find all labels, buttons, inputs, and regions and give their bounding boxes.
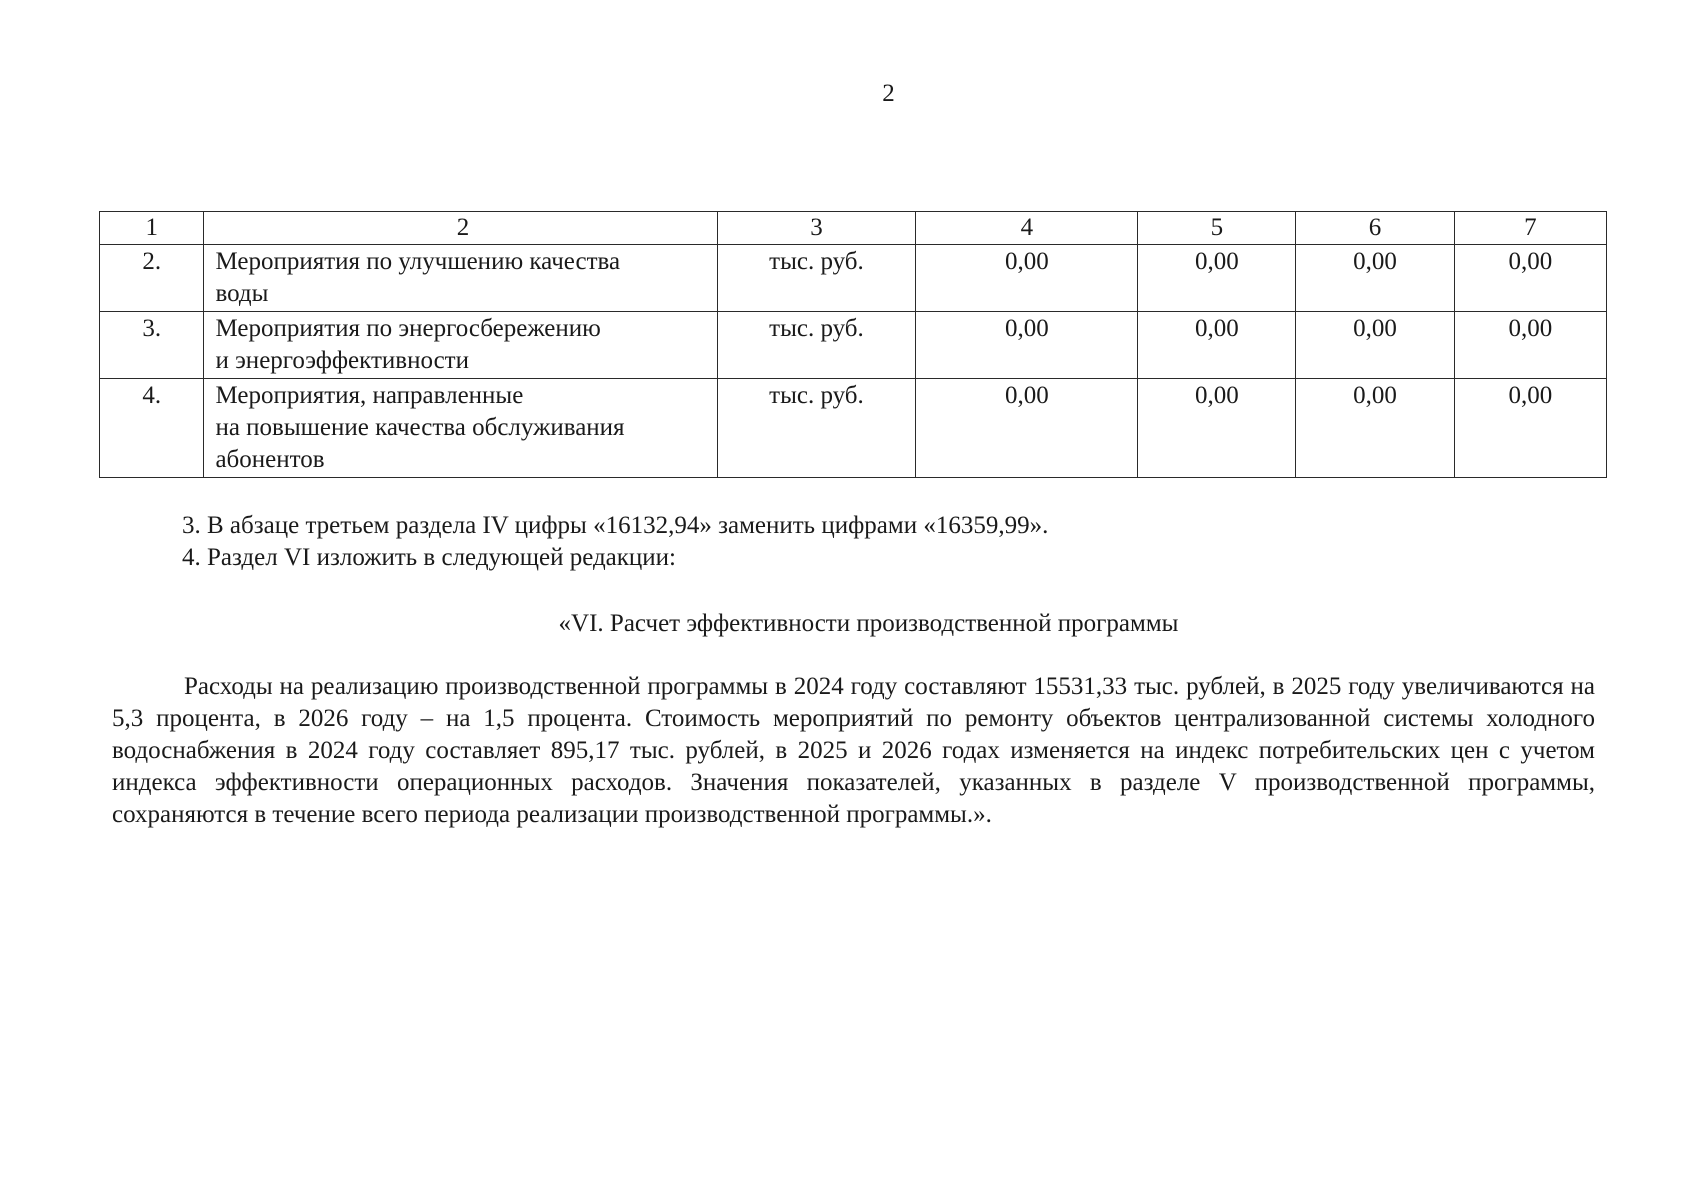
measure-name-line: Мероприятия, направленные [215, 382, 524, 409]
measure-name-line: абонентов [215, 446, 325, 473]
amendment-item-3: 3. В абзаце третьем раздела IV цифры «16132,94» заменить цифрами «16359,99». [182, 512, 1049, 539]
value-cell: 0,00 [1454, 312, 1606, 379]
header-cell: 1 [100, 212, 204, 245]
table-row [100, 245, 1607, 312]
row-number: 2. [100, 245, 204, 312]
value-cell: 0,00 [1138, 379, 1296, 478]
row-number: 4. [100, 379, 204, 478]
header-cell: 6 [1296, 212, 1454, 245]
unit-cell: тыс. руб. [717, 245, 916, 312]
measure-name-line: и энергоэффективности [215, 347, 469, 374]
page-number: 2 [882, 80, 895, 107]
value-cell: 0,00 [1138, 245, 1296, 312]
table-row [100, 379, 1607, 478]
row-number: 3. [100, 312, 204, 379]
section-paragraph: Расходы на реализацию производственной программы в 2024 году составляют 15531,33 тыс. рублей, в 2025 году увеличиваются на 5,3 процента, в 2026 году – на 1,5 процента. Стоимость мероприятий по ремонту объектов централизованной системы холодного водоснабжения в 2024 году составляет 895,17 тыс. рублей, в 2025 и 2026 годах изменяется на индекс потребительских цен с учетом индекса эффективности операционных расходов. Значения показателей, указанных в разделе V производственной программы, сохраняются в течение всего периода реализации производственной программы.». [112, 673, 1595, 828]
header-cell: 2 [204, 212, 717, 245]
unit-cell: тыс. руб. [717, 312, 916, 379]
value-cell: 0,00 [916, 312, 1138, 379]
header-cell: 3 [717, 212, 916, 245]
measure-name-line: на повышение качества обслуживания [215, 414, 625, 441]
measure-name [204, 379, 717, 478]
table-row [100, 312, 1607, 379]
value-cell: 0,00 [1296, 379, 1454, 478]
header-cell: 5 [1138, 212, 1296, 245]
header-cell: 7 [1454, 212, 1606, 245]
header-cell: 4 [916, 212, 1138, 245]
table-header-row [100, 212, 1607, 245]
value-cell: 0,00 [916, 245, 1138, 312]
section-heading: «VI. Расчет эффективности производственной программы [558, 610, 1179, 637]
value-cell: 0,00 [1138, 312, 1296, 379]
value-cell: 0,00 [1454, 245, 1606, 312]
measure-name-line: Мероприятия по энергосбережению [215, 315, 601, 342]
unit-cell: тыс. руб. [717, 379, 916, 478]
measure-name-line: Мероприятия по улучшению качества [215, 248, 621, 275]
measure-name [204, 245, 717, 312]
measures-table [99, 211, 1607, 478]
value-cell: 0,00 [1296, 312, 1454, 379]
measure-name-line: воды [215, 280, 269, 307]
amendment-item-4: 4. Раздел VI изложить в следующей редакции: [182, 544, 677, 571]
value-cell: 0,00 [1296, 245, 1454, 312]
value-cell: 0,00 [1454, 379, 1606, 478]
value-cell: 0,00 [916, 379, 1138, 478]
measure-name [204, 312, 717, 379]
